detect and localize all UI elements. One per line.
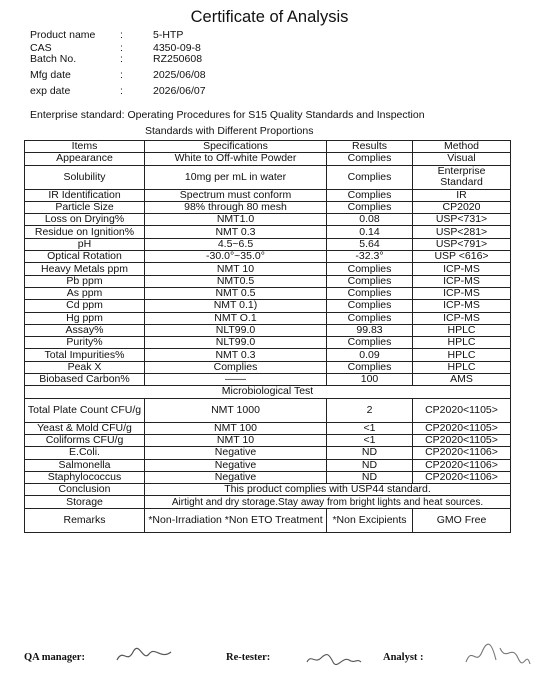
- result-cell: ND: [327, 447, 413, 459]
- meta-colon: :: [120, 85, 123, 97]
- method-cell: USP <616>: [413, 251, 511, 263]
- result-cell: Complies: [327, 337, 413, 349]
- remarks-method: GMO Free: [413, 508, 511, 532]
- method-cell: CP2020<1105>: [413, 422, 511, 434]
- method-cell: USP<281>: [413, 226, 511, 238]
- meta-colon: :: [120, 29, 123, 41]
- item-cell: Salmonella: [25, 459, 145, 471]
- result-cell: -32.3°: [327, 251, 413, 263]
- specification-cell: NMT O.1: [145, 312, 327, 324]
- remarks-specification: *Non-Irradiation *Non ETO Treatment: [145, 508, 327, 532]
- item-cell: Biobased Carbon%: [25, 374, 145, 386]
- specification-cell: -30.0°~35.0°: [145, 251, 327, 263]
- method-cell: AMS: [413, 374, 511, 386]
- table-row: [25, 238, 511, 250]
- specification-cell: NLT99.0: [145, 324, 327, 336]
- table-row: [25, 275, 511, 287]
- item-cell: Total Impurities%: [25, 349, 145, 361]
- specification-cell: NMT 100: [145, 422, 327, 434]
- table-row: [25, 471, 511, 483]
- table-row: [25, 422, 511, 434]
- table-row: [25, 459, 511, 471]
- table-row: [25, 189, 511, 201]
- specification-cell: NLT99.0: [145, 337, 327, 349]
- enterprise-line-2: Standards with Different Proportions: [145, 125, 314, 137]
- method-cell: CP2020<1105>: [413, 434, 511, 446]
- method-cell: HPLC: [413, 349, 511, 361]
- item-cell: Coliforms CFU/g: [25, 434, 145, 446]
- method-cell: Visual: [413, 153, 511, 165]
- item-cell: Optical Rotation: [25, 251, 145, 263]
- specification-cell: Complies: [145, 361, 327, 373]
- item-cell: Solubility: [25, 165, 145, 189]
- result-cell: Complies: [327, 312, 413, 324]
- result-cell: 100: [327, 374, 413, 386]
- remarks-row: [25, 508, 511, 532]
- enterprise-line-1: Enterprise standard: Operating Procedures for S15 Quality Standards and Inspection: [30, 109, 425, 121]
- meta-label: Mfg date: [30, 69, 71, 81]
- conclusion-value: This product complies with USP44 standard.: [145, 484, 511, 496]
- meta-value: 4350-09-8: [153, 42, 201, 54]
- method-cell: USP<791>: [413, 238, 511, 250]
- table-row: [25, 263, 511, 275]
- meta-value: 5-HTP: [153, 29, 184, 41]
- result-cell: Complies: [327, 153, 413, 165]
- method-cell: ICP-MS: [413, 287, 511, 299]
- document-title: Certificate of Analysis: [190, 8, 349, 26]
- meta-label: CAS: [30, 42, 52, 54]
- section-header: Microbiological Test: [25, 386, 511, 398]
- analysis-table: [24, 140, 511, 533]
- result-cell: Complies: [327, 165, 413, 189]
- table-row: [25, 434, 511, 446]
- method-cell: ICP-MS: [413, 275, 511, 287]
- storage-row: [25, 496, 511, 508]
- table-row: [25, 374, 511, 386]
- table-row: [25, 398, 511, 422]
- meta-label: Product name: [30, 29, 96, 41]
- item-cell: As ppm: [25, 287, 145, 299]
- method-cell: USP<731>: [413, 214, 511, 226]
- table-row: [25, 201, 511, 213]
- result-cell: 0.09: [327, 349, 413, 361]
- method-cell: ICP-MS: [413, 312, 511, 324]
- result-cell: Complies: [327, 287, 413, 299]
- result-cell: ND: [327, 471, 413, 483]
- specification-cell: Negative: [145, 459, 327, 471]
- result-cell: <1: [327, 434, 413, 446]
- header-cell: Specifications: [145, 141, 327, 153]
- meta-label: exp date: [30, 85, 71, 97]
- enterprise-standard: [30, 107, 510, 139]
- result-cell: Complies: [327, 263, 413, 275]
- table-row: [25, 300, 511, 312]
- method-cell: IR: [413, 189, 511, 201]
- result-cell: 0.14: [327, 226, 413, 238]
- meta-value: 2025/06/08: [153, 69, 206, 81]
- method-cell: HPLC: [413, 337, 511, 349]
- meta-value: 2026/06/07: [153, 85, 206, 97]
- result-cell: Complies: [327, 361, 413, 373]
- item-cell: E.Coli.: [25, 447, 145, 459]
- analyst-label: Analyst :: [383, 652, 424, 663]
- qa-manager-label: QA manager:: [24, 652, 85, 663]
- result-cell: 0.08: [327, 214, 413, 226]
- table-row: [25, 324, 511, 336]
- method-cell: ICP-MS: [413, 300, 511, 312]
- table-row: [25, 214, 511, 226]
- table-row: [25, 337, 511, 349]
- specification-cell: Negative: [145, 471, 327, 483]
- item-cell: Peak X: [25, 361, 145, 373]
- item-cell: Particle Size: [25, 201, 145, 213]
- meta-colon: :: [120, 69, 123, 81]
- conclusion-label: Conclusion: [25, 484, 145, 496]
- specification-cell: ——: [145, 374, 327, 386]
- item-cell: Hg ppm: [25, 312, 145, 324]
- retester-signature: [305, 650, 363, 672]
- meta-colon: :: [120, 42, 123, 54]
- microbiological-header-row: [25, 386, 511, 398]
- method-cell: CP2020<1105>: [413, 398, 511, 422]
- table-row: [25, 361, 511, 373]
- method-cell: CP2020<1106>: [413, 459, 511, 471]
- specification-cell: White to Off-white Powder: [145, 153, 327, 165]
- method-cell: Enterprise Standard: [413, 165, 511, 189]
- header-cell: Results: [327, 141, 413, 153]
- specification-cell: NMT 10: [145, 434, 327, 446]
- item-cell: IR Identification: [25, 189, 145, 201]
- table-header-row: [25, 141, 511, 153]
- result-cell: ND: [327, 459, 413, 471]
- table-row: [25, 251, 511, 263]
- item-cell: Residue on Ignition%: [25, 226, 145, 238]
- specification-cell: NMT 0.1): [145, 300, 327, 312]
- item-cell: Cd ppm: [25, 300, 145, 312]
- meta-label: Batch No.: [30, 53, 77, 65]
- conclusion-row: [25, 484, 511, 496]
- item-cell: pH: [25, 238, 145, 250]
- table-row: [25, 165, 511, 189]
- item-cell: Assay%: [25, 324, 145, 336]
- specification-cell: NMT 1000: [145, 398, 327, 422]
- item-cell: Yeast & Mold CFU/g: [25, 422, 145, 434]
- item-cell: Purity%: [25, 337, 145, 349]
- result-cell: 5.64: [327, 238, 413, 250]
- specification-cell: Spectrum must conform: [145, 189, 327, 201]
- result-cell: Complies: [327, 189, 413, 201]
- table-row: [25, 153, 511, 165]
- method-cell: CP2020<1106>: [413, 447, 511, 459]
- item-cell: Appearance: [25, 153, 145, 165]
- specification-cell: Negative: [145, 447, 327, 459]
- table-row: [25, 312, 511, 324]
- meta-colon: :: [120, 53, 123, 65]
- storage-value: Airtight and dry storage.Stay away from bright lights and heat sources.: [145, 496, 511, 508]
- method-cell: CP2020<1106>: [413, 471, 511, 483]
- item-cell: Loss on Drying%: [25, 214, 145, 226]
- specification-cell: NMT 0.5: [145, 287, 327, 299]
- header-cell: Items: [25, 141, 145, 153]
- specification-cell: NMT 10: [145, 263, 327, 275]
- result-cell: 99.83: [327, 324, 413, 336]
- specification-cell: 4.5~6.5: [145, 238, 327, 250]
- method-cell: HPLC: [413, 361, 511, 373]
- table-row: [25, 287, 511, 299]
- meta-value: RZ250608: [153, 53, 203, 65]
- method-cell: ICP-MS: [413, 263, 511, 275]
- item-cell: Staphylococcus: [25, 471, 145, 483]
- item-cell: Pb ppm: [25, 275, 145, 287]
- header-cell: Method: [413, 141, 511, 153]
- method-cell: HPLC: [413, 324, 511, 336]
- result-cell: Complies: [327, 300, 413, 312]
- method-cell: CP2020: [413, 201, 511, 213]
- table-row: [25, 447, 511, 459]
- item-cell: Total Plate Count CFU/g: [25, 398, 145, 422]
- result-cell: Complies: [327, 275, 413, 287]
- result-cell: 2: [327, 398, 413, 422]
- storage-label: Storage: [25, 496, 145, 508]
- specification-cell: NMT 0.3: [145, 226, 327, 238]
- result-cell: <1: [327, 422, 413, 434]
- remarks-label: Remarks: [25, 508, 145, 532]
- table-row: [25, 226, 511, 238]
- specification-cell: NMT0.5: [145, 275, 327, 287]
- specification-cell: 98% through 80 mesh: [145, 201, 327, 213]
- specification-cell: 10mg per mL in water: [145, 165, 327, 189]
- remarks-result: *Non Excipients: [327, 508, 413, 532]
- specification-cell: NMT 0.3: [145, 349, 327, 361]
- specification-cell: NMT1.0: [145, 214, 327, 226]
- analyst-signature: [462, 640, 532, 674]
- item-cell: Heavy Metals ppm: [25, 263, 145, 275]
- table-row: [25, 349, 511, 361]
- retester-label: Re-tester:: [226, 652, 271, 663]
- qa-manager-signature: [115, 646, 175, 670]
- result-cell: Complies: [327, 201, 413, 213]
